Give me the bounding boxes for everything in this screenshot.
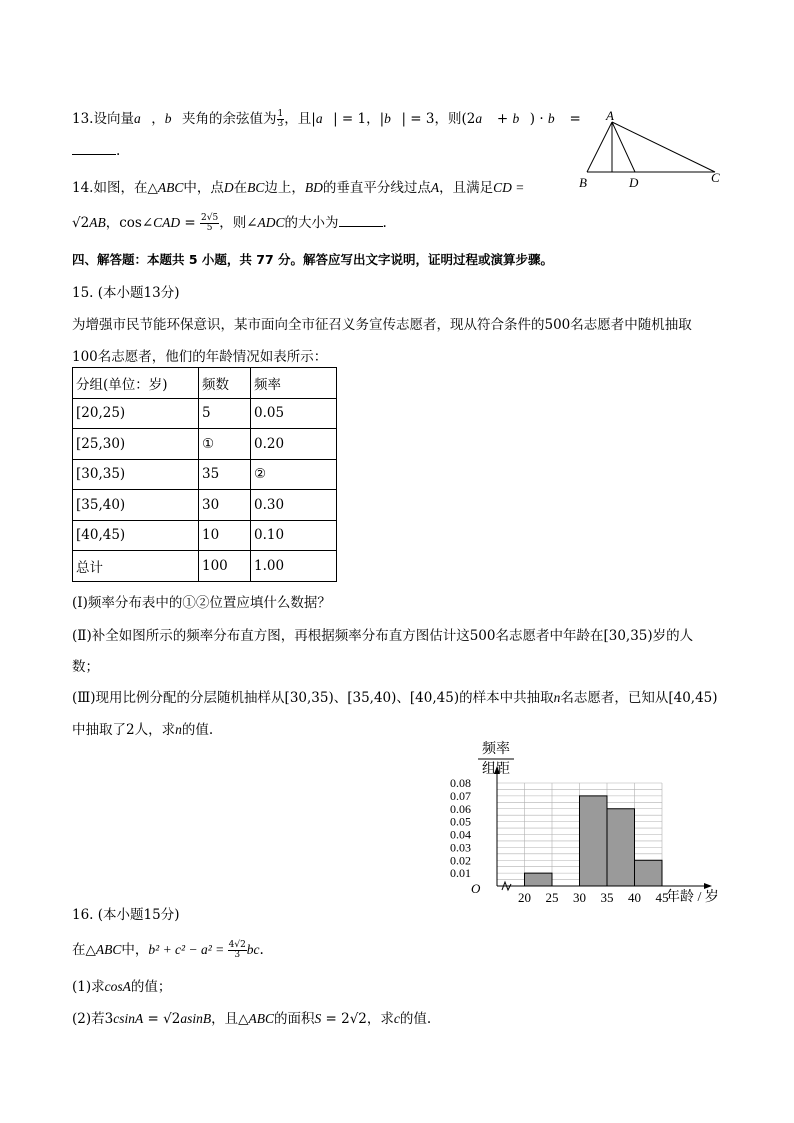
histogram-bar xyxy=(580,796,608,886)
q15-intro-line2: 100名志愿者，他们的年龄情况如表所示： xyxy=(72,349,328,365)
q16-header: 16. (本小题15分) xyxy=(72,907,180,923)
y-tick-label: 0.08 xyxy=(450,776,471,790)
vector-a: a⃗ xyxy=(133,111,152,126)
table-cell: 0.10 xyxy=(251,520,337,551)
vector-b: b⃗ xyxy=(164,111,183,126)
x-tick-label: 45 xyxy=(655,890,669,905)
y-tick-label: 0.05 xyxy=(450,814,471,829)
table-cell: [20,25) xyxy=(73,398,199,429)
label-c: C xyxy=(711,170,720,185)
q14-line2: √2AB，cos∠CAD = $\frac{2√5}{5}$ ，则∠ADC的大小为 . xyxy=(72,213,387,233)
y-axis-label-bottom: 组距 xyxy=(482,762,510,777)
y-tick-label: 0.03 xyxy=(450,840,471,855)
table-cell: 100 xyxy=(199,551,251,582)
x-tick-label: 25 xyxy=(545,890,559,905)
y-tick-label: 0.02 xyxy=(450,853,471,868)
segment-ad xyxy=(612,122,635,172)
table-row xyxy=(73,398,337,429)
label-d: D xyxy=(629,175,639,190)
histogram-chart xyxy=(440,738,730,910)
y-tick-label: 0.01 xyxy=(450,866,471,881)
table-row xyxy=(73,429,337,460)
q15-header: 15. (本小题13分) xyxy=(72,285,180,301)
table-cell: 10 xyxy=(199,520,251,551)
q16-part1: (1)求cosA的值； xyxy=(72,979,172,995)
q15-part3-line2: 中抽取了2人，求n的值. xyxy=(72,722,214,738)
table-row xyxy=(73,459,337,490)
table-cell: ① xyxy=(199,429,251,460)
origin-label: O xyxy=(471,881,481,896)
table-row xyxy=(73,551,337,582)
table-cell: [30,35) xyxy=(73,459,199,490)
label-b: B xyxy=(579,175,587,190)
q14-line1: 14.如图，在△ABC中，点D在BC边上，BD的垂直平分线过点A，且满足CD = xyxy=(72,180,525,196)
table-cell: [25,30) xyxy=(73,429,199,460)
q15-part3-line1: (Ⅲ)现用比例分配的分层随机抽样从[30,35)、[35,40)、[40,45)的样本中共抽取n名志愿者，已知从[40,45) xyxy=(72,690,718,706)
table-row xyxy=(73,490,337,521)
q15-intro-line1: 为增强市民节能环保意识，某市面向全市征召义务宣传志愿者，现从符合条件的500名志愿者中随机抽取 xyxy=(72,317,692,333)
histogram-bar xyxy=(607,809,635,886)
y-tick-label: 0.04 xyxy=(450,827,471,842)
histogram-bar xyxy=(525,873,553,886)
table-header: 频率 xyxy=(251,368,337,399)
table-cell: 0.20 xyxy=(251,429,337,460)
answer-blank[interactable] xyxy=(339,225,383,227)
side-ab xyxy=(587,122,612,172)
y-tick-label: 0.07 xyxy=(450,788,471,803)
x-axis-label: 年龄 / 岁 xyxy=(666,890,719,905)
q13-answer-blank: . xyxy=(72,143,120,159)
fraction-one-third: $\frac{1}{3}$ xyxy=(277,109,284,129)
y-tick-label: 0.06 xyxy=(450,801,471,816)
table-cell: 5 xyxy=(199,398,251,429)
q13-line1: 13.设向量a⃗，b⃗夹角的余弦值为 $\frac{1}{3}$ ，且|a⃗| = 1，|b⃗| = 3，则(2a⃗ + b⃗) · b⃗ = xyxy=(72,109,581,129)
fraction-four-root2-over-3: $\frac{4√2}{3}$ xyxy=(228,940,246,960)
table-cell: [40,45) xyxy=(73,520,199,551)
axis-break-icon xyxy=(502,882,511,890)
table-row xyxy=(73,520,337,551)
table-cell: 0.30 xyxy=(251,490,337,521)
q15-part2-line2: 数； xyxy=(72,659,99,675)
fraction-two-root5-over-5: $\frac{2√5}{5}$ xyxy=(201,213,219,233)
label-a: A xyxy=(606,110,614,123)
q16-line1: 在△ABC中，b² + c² − a² = $\frac{4√2}{3}$ bc. xyxy=(72,940,264,960)
frequency-table xyxy=(72,367,337,582)
table-cell: 总计 xyxy=(73,551,199,582)
section-heading: 四、解答题：本题共 5 小题，共 77 分。解答应写出文字说明，证明过程或演算步骤。 xyxy=(72,252,554,267)
table-header: 分组(单位：岁) xyxy=(73,368,199,399)
histogram-bar xyxy=(635,860,663,886)
table-cell: 0.05 xyxy=(251,398,337,429)
q15-part2-line1: (Ⅱ)补全如图所示的频率分布直方图，再根据频率分布直方图估计这500名志愿者中年龄在[30,35)岁的人 xyxy=(72,628,694,644)
q15-part1: (Ⅰ)频率分布表中的①②位置应填什么数据？ xyxy=(72,595,331,611)
table-header: 频数 xyxy=(199,368,251,399)
answer-blank[interactable] xyxy=(72,153,116,155)
table-cell: [35,40) xyxy=(73,490,199,521)
q16-part2: (2)若3csinA = √2asinB，且△ABC的面积S = 2√2，求c的值. xyxy=(72,1011,432,1027)
x-tick-label: 20 xyxy=(518,890,531,905)
x-axis-arrow-icon xyxy=(704,883,712,889)
x-tick-label: 40 xyxy=(628,890,641,905)
x-tick-label: 30 xyxy=(573,890,586,905)
table-cell: ② xyxy=(251,459,337,490)
table-header-row xyxy=(73,368,337,399)
table-cell: 30 xyxy=(199,490,251,521)
table-cell: 35 xyxy=(199,459,251,490)
side-ac xyxy=(612,122,715,172)
x-tick-label: 35 xyxy=(600,890,614,905)
table-cell: 1.00 xyxy=(251,551,337,582)
y-axis-label-top: 频率 xyxy=(482,742,510,757)
triangle-figure xyxy=(575,110,735,195)
